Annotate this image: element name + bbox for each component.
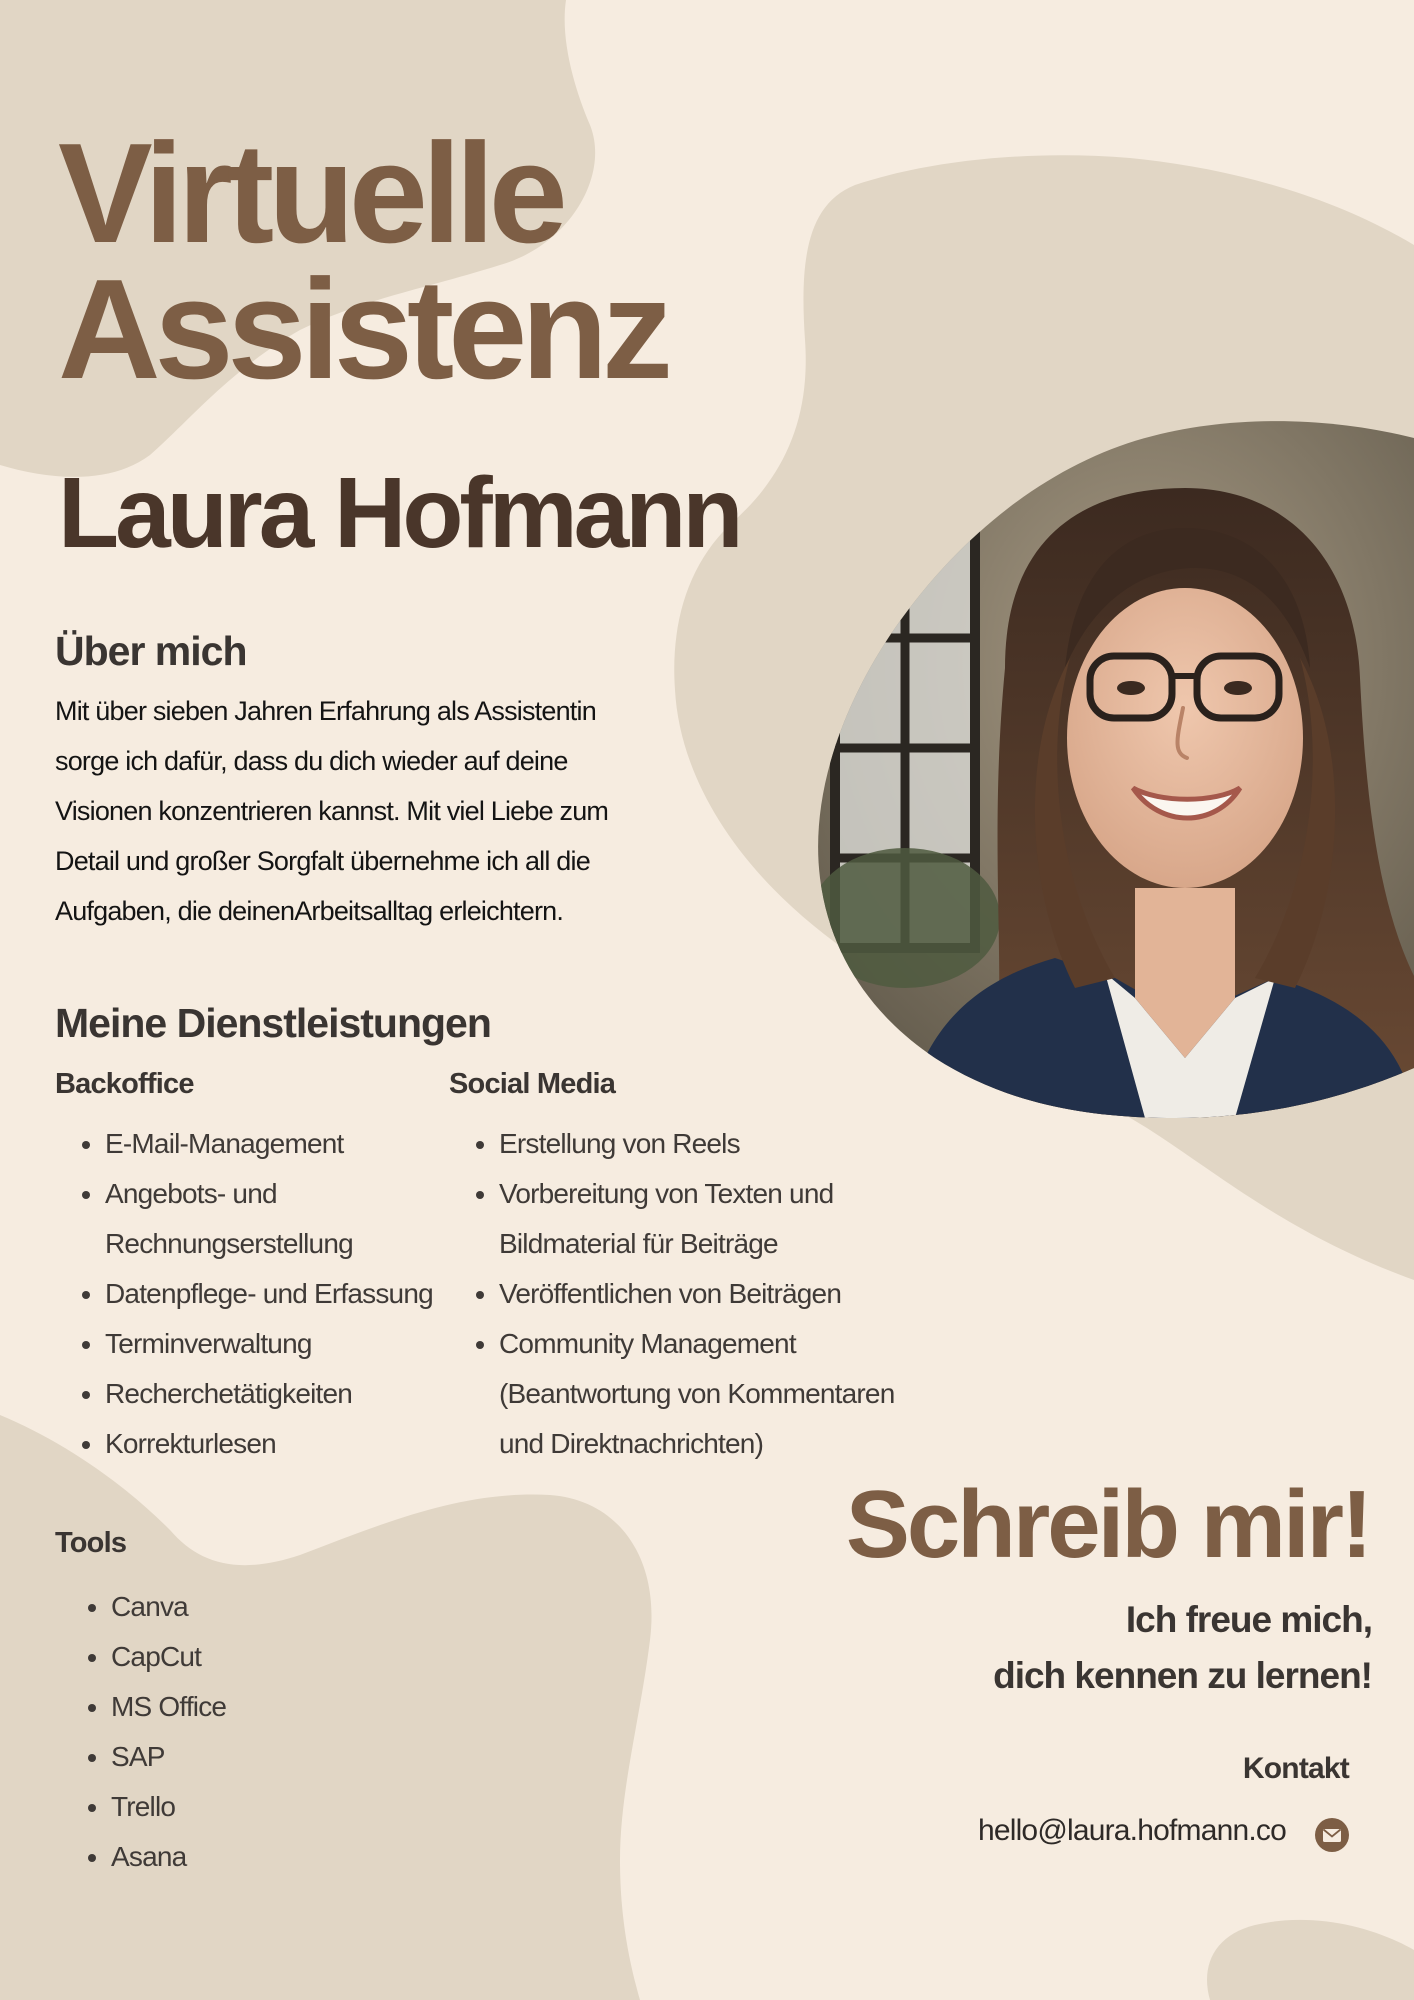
title-line-1: Virtuelle [58,114,562,273]
blob-bottom-right [1207,1920,1414,2000]
list-item: • MS Office [111,1682,455,1732]
title-line-2: Assistenz [58,250,667,409]
tools-heading: Tools [55,1527,127,1559]
backoffice-heading: Backoffice [55,1068,194,1100]
cta-subtext [993,1592,1372,1704]
services-heading: Meine Dienstleistungen [55,1000,491,1046]
portrait-photo [815,418,1414,1118]
contact-label: Kontakt [1242,1752,1349,1785]
list-item: • Canva [111,1582,455,1632]
backoffice-column [55,1068,435,1469]
list-item: • Community Management (Beantwortung von Kommentaren und Direktnachrichten) [499,1319,919,1469]
social-media-heading: Social Media [449,1068,616,1100]
list-item: • SAP [111,1732,455,1782]
list-item: • E-Mail-Management [105,1119,435,1169]
cta-heading: Schreib mir! [845,1471,1370,1578]
about-text: Mit über sieben Jahren Erfahrung als Assistentin sorge ich dafür, dass du dich wieder auf deine Visionen konzentrieren kannst. Mit viel Liebe zum Detail und großer Sorgfalt übernehme ich all die Aufgaben, die deinenArbeitsalltag erleichtern. [55,696,609,926]
list-item: • Terminverwaltung [105,1319,435,1369]
backoffice-list [55,1119,435,1469]
list-item: • CapCut [111,1632,455,1682]
list-item: • Korrekturlesen [105,1419,435,1469]
list-item: • Trello [111,1782,455,1832]
person-name: Laura Hofmann [58,457,740,569]
list-item: • Recherchetätigkeiten [105,1369,435,1419]
list-item: • Angebots- und Rechnungserstellung [105,1169,435,1269]
tools-section [55,1527,455,1882]
tools-list [55,1582,455,1882]
cta-line-1: Ich freue mich, [1125,1599,1372,1640]
cta-line-2: dich kennen zu lernen! [993,1655,1372,1696]
list-item: • Vorbereitung von Texten und Bildmaterial für Beiträge [499,1169,919,1269]
list-item: • Erstellung von Reels [499,1119,919,1169]
about-heading: Über mich [55,628,247,674]
email-link[interactable]: hello@laura.hofmann.co [977,1814,1286,1847]
social-media-column [449,1068,919,1469]
social-media-list [449,1119,919,1469]
page-title [58,114,667,409]
list-item: • Asana [111,1832,455,1882]
list-item: • Veröffentlichen von Beiträgen [499,1269,919,1319]
list-item: • Datenpflege- und Erfassung [105,1269,435,1319]
mail-icon[interactable] [1315,1818,1349,1852]
